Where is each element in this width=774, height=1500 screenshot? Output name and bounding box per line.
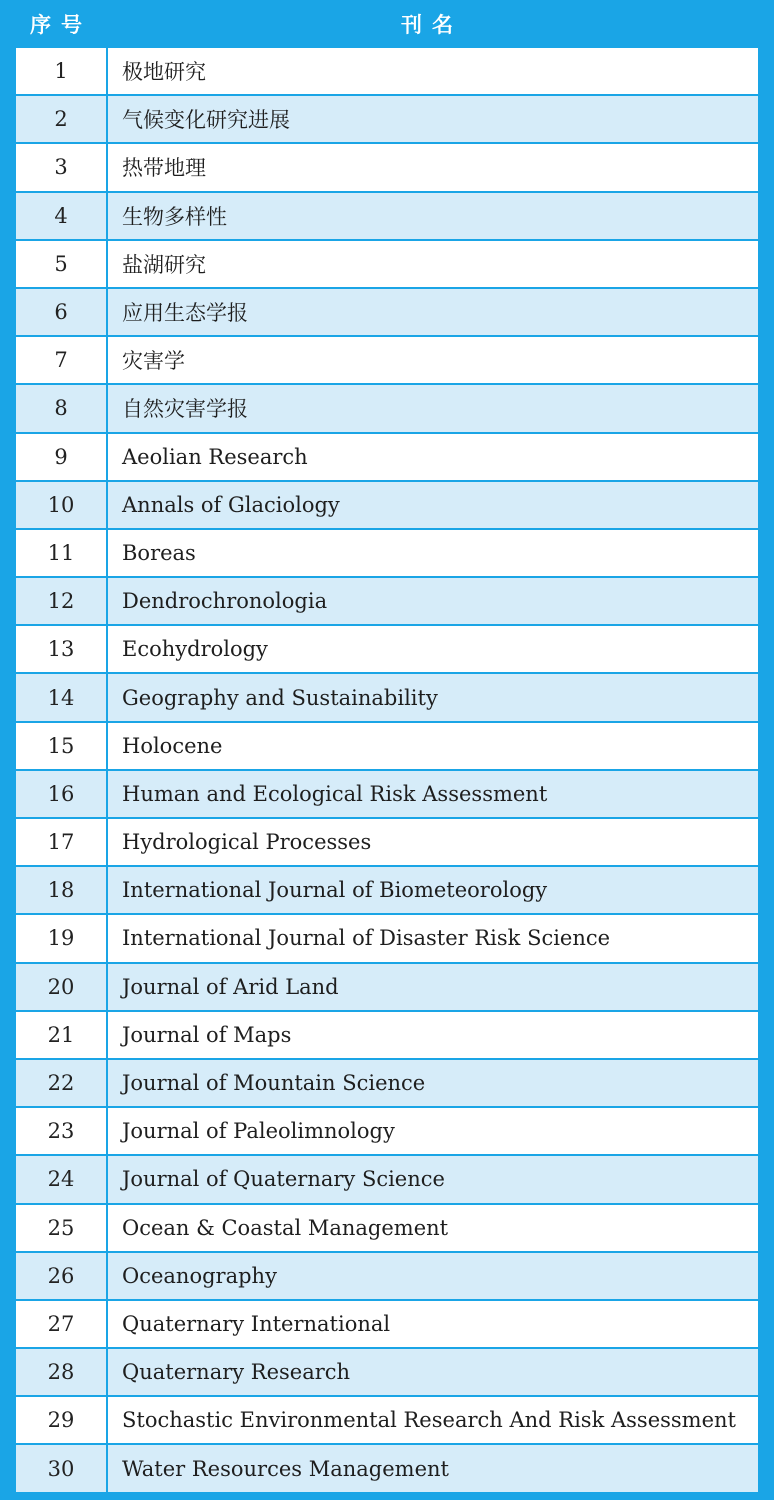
journal-name: Oceanography — [108, 1253, 758, 1299]
journal-name: 极地研究 — [108, 48, 758, 94]
table-row — [16, 193, 758, 239]
journal-name: 生物多样性 — [108, 193, 758, 239]
row-number: 16 — [16, 771, 106, 817]
row-number: 7 — [16, 337, 106, 383]
journal-name: Holocene — [108, 723, 758, 769]
row-number: 6 — [16, 289, 106, 335]
table-row — [16, 1397, 758, 1443]
journal-name: Human and Ecological Risk Assessment — [108, 771, 758, 817]
table-row — [16, 771, 758, 817]
table-row — [16, 674, 758, 720]
journal-name: Ecohydrology — [108, 626, 758, 672]
row-number: 8 — [16, 385, 106, 431]
journal-name: Quaternary Research — [108, 1349, 758, 1395]
row-number: 21 — [16, 1012, 106, 1058]
table-header — [16, 0, 758, 48]
row-number: 19 — [16, 915, 106, 961]
journal-name: Journal of Arid Land — [108, 964, 758, 1010]
journal-name: Quaternary International — [108, 1301, 758, 1347]
header-journal-name: 刊名 — [401, 13, 463, 37]
table-row — [16, 964, 758, 1010]
row-number: 1 — [16, 48, 106, 94]
row-number: 13 — [16, 626, 106, 672]
journal-name: 灾害学 — [108, 337, 758, 383]
table-row — [16, 867, 758, 913]
row-number: 18 — [16, 867, 106, 913]
row-number: 15 — [16, 723, 106, 769]
journal-name: Journal of Paleolimnology — [108, 1108, 758, 1154]
journal-name: Boreas — [108, 530, 758, 576]
row-number: 2 — [16, 96, 106, 142]
journal-name: 气候变化研究进展 — [108, 96, 758, 142]
table-row — [16, 337, 758, 383]
table-row — [16, 434, 758, 480]
journal-name: International Journal of Biometeorology — [108, 867, 758, 913]
row-number: 24 — [16, 1156, 106, 1202]
table-row — [16, 1301, 758, 1347]
row-number: 29 — [16, 1397, 106, 1443]
row-number: 12 — [16, 578, 106, 624]
header-number: 序号 — [30, 13, 92, 37]
row-number: 30 — [16, 1445, 106, 1491]
table-row — [16, 1108, 758, 1154]
table-row — [16, 819, 758, 865]
journal-name: Journal of Maps — [108, 1012, 758, 1058]
row-number: 11 — [16, 530, 106, 576]
table-body — [16, 48, 758, 1494]
row-number: 28 — [16, 1349, 106, 1395]
journal-name: 应用生态学报 — [108, 289, 758, 335]
table-row — [16, 915, 758, 961]
journal-name: Aeolian Research — [108, 434, 758, 480]
table-row — [16, 48, 758, 94]
row-number: 23 — [16, 1108, 106, 1154]
journal-name: Journal of Mountain Science — [108, 1060, 758, 1106]
row-number: 27 — [16, 1301, 106, 1347]
journal-name: Water Resources Management — [108, 1445, 758, 1491]
row-number: 25 — [16, 1205, 106, 1251]
table-row — [16, 385, 758, 431]
journal-name: International Journal of Disaster Risk Science — [108, 915, 758, 961]
row-number: 17 — [16, 819, 106, 865]
table-row — [16, 1156, 758, 1202]
table-row — [16, 578, 758, 624]
journal-name: Ocean & Coastal Management — [108, 1205, 758, 1251]
table-row — [16, 96, 758, 142]
table-row — [16, 144, 758, 190]
table-row — [16, 1205, 758, 1251]
table-row — [16, 1445, 758, 1491]
journal-name: 自然灾害学报 — [108, 385, 758, 431]
journal-table — [16, 0, 758, 1494]
row-number: 22 — [16, 1060, 106, 1106]
row-number: 5 — [16, 241, 106, 287]
journal-name: Geography and Sustainability — [108, 674, 758, 720]
table-row — [16, 1349, 758, 1395]
journal-name: Stochastic Environmental Research And Risk Assessment — [108, 1397, 758, 1443]
table-row — [16, 626, 758, 672]
table-row — [16, 723, 758, 769]
table-row — [16, 1060, 758, 1106]
table-row — [16, 1012, 758, 1058]
journal-name: 热带地理 — [108, 144, 758, 190]
row-number: 9 — [16, 434, 106, 480]
table-row — [16, 530, 758, 576]
row-number: 20 — [16, 964, 106, 1010]
table-row — [16, 241, 758, 287]
journal-name: Dendrochronologia — [108, 578, 758, 624]
journal-name: Hydrological Processes — [108, 819, 758, 865]
table-row — [16, 1253, 758, 1299]
row-number: 10 — [16, 482, 106, 528]
journal-name: 盐湖研究 — [108, 241, 758, 287]
table-row — [16, 482, 758, 528]
table-row — [16, 289, 758, 335]
row-number: 3 — [16, 144, 106, 190]
row-number: 14 — [16, 674, 106, 720]
journal-name: Journal of Quaternary Science — [108, 1156, 758, 1202]
journal-name: Annals of Glaciology — [108, 482, 758, 528]
row-number: 4 — [16, 193, 106, 239]
row-number: 26 — [16, 1253, 106, 1299]
